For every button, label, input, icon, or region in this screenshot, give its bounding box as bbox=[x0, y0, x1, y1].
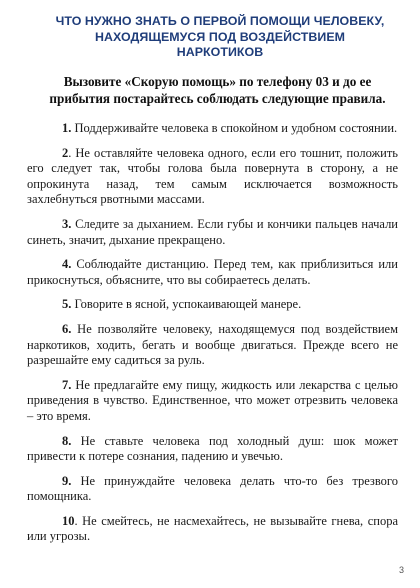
rule-text: Соблюдайте дистанцию. Перед тем, как приблизиться или прикоснуться, объясните, что вы собираетесь делать. bbox=[27, 257, 398, 287]
rule-text: . Не смейтесь, не насмехайтесь, не вызывайте гнева, спора или угрозы. bbox=[27, 513, 398, 544]
rule-number: 5. bbox=[62, 297, 72, 312]
rule-text: Не позволяйте человеку, находящемуся под воздействием наркотиков, ходить, бегать и вообще двигаться. Прежде всего не разрешайте ему садиться за руль. bbox=[27, 321, 398, 368]
intro-text bbox=[40, 73, 395, 107]
rule-item-4 bbox=[27, 257, 398, 288]
page-title bbox=[40, 14, 400, 61]
rule-number: 2 bbox=[62, 145, 69, 160]
rule-number: 10 bbox=[62, 513, 75, 528]
rule-item-1 bbox=[27, 121, 398, 137]
rule-item-6 bbox=[27, 322, 398, 369]
rule-item-2 bbox=[27, 146, 398, 208]
rule-item-9 bbox=[27, 474, 398, 505]
rule-item-10 bbox=[27, 514, 398, 545]
rule-item-8 bbox=[27, 434, 398, 465]
rule-number: 9. bbox=[62, 473, 72, 488]
rule-text: Не ставьте человека под холодный душ: шок может привести к потере сознания, падению и увечью. bbox=[27, 433, 398, 464]
intro-line-1: Вызовите «Скорую помощь» по телефону 03 и до ее bbox=[63, 74, 372, 89]
rule-number: 8. bbox=[62, 433, 72, 448]
rule-text: Говорите в ясной, успокаивающей манере. bbox=[71, 297, 302, 312]
rule-text: Не принуждайте человека делать что-то без трезвого помощника. bbox=[27, 473, 398, 504]
title-line-2: НАХОДЯЩЕМУСЯ ПОД ВОЗДЕЙСТВИЕМ bbox=[94, 29, 346, 44]
title-line-3: НАРКОТИКОВ bbox=[176, 45, 264, 59]
page-number: 3 bbox=[398, 565, 404, 575]
rule-number: 3. bbox=[62, 216, 72, 231]
rule-text: Не предлагайте ему пищу, жидкость или лекарства с целью приведения в чувство. Единственное, что может отрезвить человека – это время. bbox=[27, 377, 398, 423]
rule-number: 1. bbox=[62, 121, 72, 135]
rule-item-7 bbox=[27, 378, 398, 425]
rule-item-5 bbox=[27, 297, 398, 313]
rule-number: 7. bbox=[62, 377, 72, 392]
rule-text: Следите за дыханием. Если губы и кончики пальцев начали синеть, значит, дыхание прекращено. bbox=[27, 216, 398, 247]
rule-text: Поддерживайте человека в спокойном и удобном состоянии. bbox=[71, 121, 398, 135]
rule-text: . Не оставляйте человека одного, если его тошнит, положить его следует так, чтобы голова была повернута в сторону, а не опрокинута назад, тем самым исключается возможность захлебнуться рвотными массами. bbox=[27, 145, 398, 207]
intro-line-2: прибытия постарайтесь соблюдать следующие правила. bbox=[49, 91, 386, 106]
title-line-1: ЧТО НУЖНО ЗНАТЬ О ПЕРВОЙ ПОМОЩИ ЧЕЛОВЕКУ, bbox=[55, 14, 385, 28]
rules-list bbox=[27, 121, 398, 554]
rule-item-3 bbox=[27, 217, 398, 248]
rule-number: 4. bbox=[62, 257, 72, 272]
rule-number: 6. bbox=[62, 321, 72, 336]
